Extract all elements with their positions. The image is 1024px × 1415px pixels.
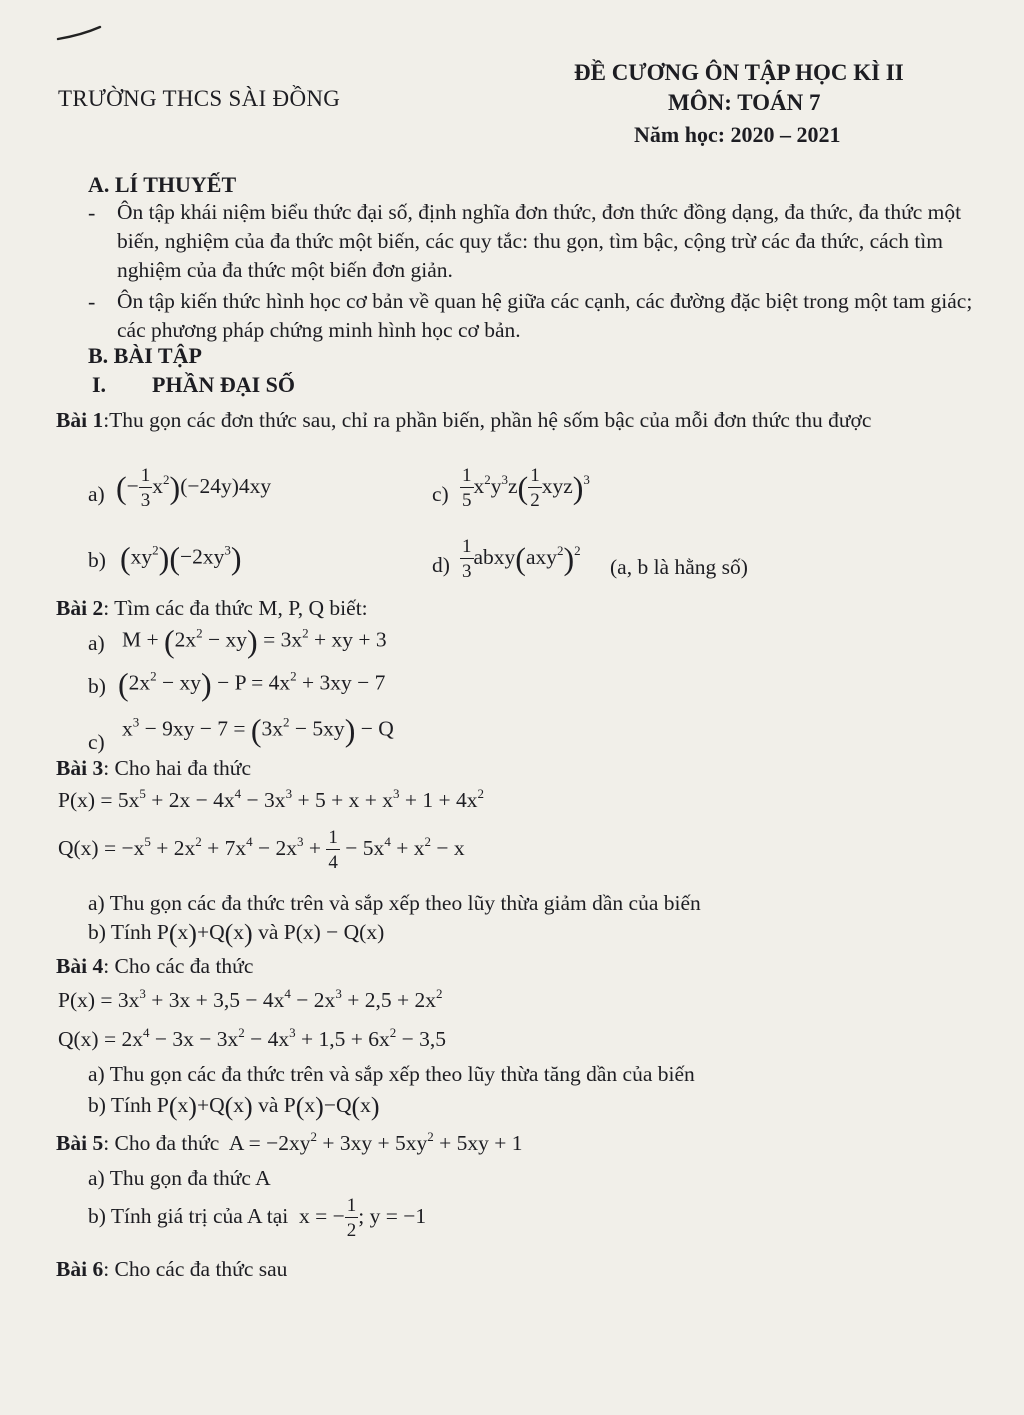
- bai4-label: Bài 4: [56, 954, 104, 978]
- bai1-c-expr: $\frac{1}{5}$ $x^2y^3z$( $\frac{1}{2}$ xyz)$^3$: [462, 465, 590, 511]
- pen-mark: [56, 24, 102, 42]
- bai1-d-label: d): [432, 553, 450, 577]
- part-title: PHẦN ĐẠI SỐ: [152, 372, 296, 397]
- bai3-b-text: b) Tính: [88, 919, 152, 944]
- bai2-prompt: [56, 596, 368, 621]
- bai2-text: : Tìm các đa thức M, P, Q biết:: [103, 596, 368, 620]
- exercises-heading: B. BÀI TẬP: [88, 343, 202, 368]
- bai4-b: b) Tính P(x)+Q(x) và P(x)−Q(x): [88, 1092, 380, 1121]
- bai3-label: Bài 3: [56, 756, 104, 780]
- bai1-a-expr: (− $\frac{1}{3}$ $x^2)(-24y)4xy$: [116, 465, 272, 511]
- bai4-p-expr: $P(x) = 3x^3 + 3x + 3,5 - 4x^4 - 2x^3 + 2,5 + 2x^2$: [58, 986, 443, 1012]
- bai2-c-expr: $x^3 - 9xy - 7 = (3x^2 - 5xy) - Q$: [122, 712, 394, 748]
- bai1-prompt: [56, 406, 976, 435]
- bai2-b-expr: $(2x^2 - xy) - P = 4x^2 + 3xy - 7$: [118, 666, 386, 702]
- bai2-label: Bài 2: [56, 596, 104, 620]
- theory-item-2: Ôn tập kiến thức hình học cơ bản về quan hệ giữa các cạnh, các đường đặc biệt trong một tam giác; các phương pháp chứng minh hình học cơ bản.: [117, 289, 973, 342]
- bai3-and: và: [258, 919, 279, 944]
- bai4-text: : Cho các đa thức: [103, 954, 254, 978]
- bai1-text: :Thu gọn các đơn thức sau, chỉ ra phần biến, phần hệ sốm bậc của mỗi đơn thức thu được: [103, 408, 872, 432]
- bai5-b: b) Tính giá trị của A tại x = − $\frac{1}{2}$ ; y = −1: [88, 1195, 427, 1241]
- theory-heading: A. LÍ THUYẾT: [88, 172, 237, 197]
- bai4-and: và: [258, 1092, 279, 1117]
- bai2-c-label: c): [88, 730, 105, 754]
- bai3-a: a) Thu gọn các đa thức trên và sắp xếp theo lũy thừa giảm dần của biến: [88, 891, 701, 915]
- bai1-b-expr: $(xy^2)(-2xy^3)$: [120, 540, 242, 576]
- bai3-q-expr: $Q(x) = -x^5 + 2x^2 + 7x^4 - 2x^3$ + $\frac{1}{4}$ − $5x^4 + x^2 - x$: [58, 827, 465, 873]
- bai5-b-text: b) Tính giá trị của A tại: [88, 1203, 289, 1228]
- bai5-a: a) Thu gọn đa thức A: [88, 1166, 271, 1190]
- bai3-text: : Cho hai đa thức: [103, 756, 251, 780]
- bai2-b-label: b): [88, 674, 106, 698]
- bai4-prompt: [56, 954, 253, 979]
- bai4-a: a) Thu gọn các đa thức trên và sắp xếp theo lũy thừa tăng dần của biến: [88, 1062, 695, 1086]
- bai6-prompt: [56, 1257, 287, 1282]
- subject-title: MÔN: TOÁN 7: [668, 90, 821, 115]
- bai4-q-expr: $Q(x) = 2x^4 - 3x - 3x^2 - 4x^3 + 1,5 + 6x^2 - 3,5$: [58, 1025, 447, 1051]
- bai1-d-expr: $\frac{1}{3}$ $abxy(axy^2)^2$: [462, 536, 581, 582]
- theory-item-1: Ôn tập khái niệm biểu thức đại số, định nghĩa đơn thức, đơn thức đồng dạng, đa thức, đa thức một biến, nghiệm của đa thức một biến, các quy tắc: thu gọn, tìm bậc, cộng trừ các đa thức, cách tìm nghiệm của đa thức một biến đơn giản.: [117, 200, 962, 282]
- bai2-a-label: a): [88, 631, 105, 655]
- bai5-text: : Cho đa thức: [103, 1131, 220, 1155]
- bullet-dash: -: [88, 200, 96, 225]
- school-name: TRƯỜNG THCS SÀI ĐỒNG: [58, 86, 341, 111]
- part-number: I.: [92, 372, 107, 397]
- bai4-b-text: b) Tính: [88, 1092, 152, 1117]
- bai5-prompt: Bài 5: Cho đa thức $A = -2xy^2 + 3xy + 5xy^2 + 5xy + 1$: [56, 1129, 523, 1155]
- school-year: Năm học: 2020 – 2021: [634, 122, 841, 147]
- bai1-label: Bài 1: [56, 408, 104, 432]
- bai3-b: b) Tính P(x)+Q(x) và P(x) − Q(x): [88, 919, 385, 948]
- bai2-a-expr: $M + (2x^2 - xy) = 3x^2$ + xy + 3: [122, 623, 387, 659]
- bai6-text: : Cho các đa thức sau: [103, 1257, 288, 1281]
- bai3-p-expr: $P(x) = 5x^5 + 2x - 4x^4 - 3x^3 + 5 + x + x^3 + 1 + 4x^2$: [58, 786, 484, 812]
- bai1-c-label: c): [432, 482, 449, 506]
- bai6-label: Bài 6: [56, 1257, 104, 1281]
- bai3-prompt: [56, 756, 251, 781]
- bai5-label: Bài 5: [56, 1131, 104, 1155]
- document-title: ĐỀ CƯƠNG ÔN TẬP HỌC KÌ II: [574, 60, 904, 85]
- bai1-a-label: a): [88, 482, 105, 506]
- bai1-d-note: (a, b là hằng số): [610, 555, 748, 579]
- bullet-dash: -: [88, 289, 96, 314]
- bai1-b-label: b): [88, 548, 106, 572]
